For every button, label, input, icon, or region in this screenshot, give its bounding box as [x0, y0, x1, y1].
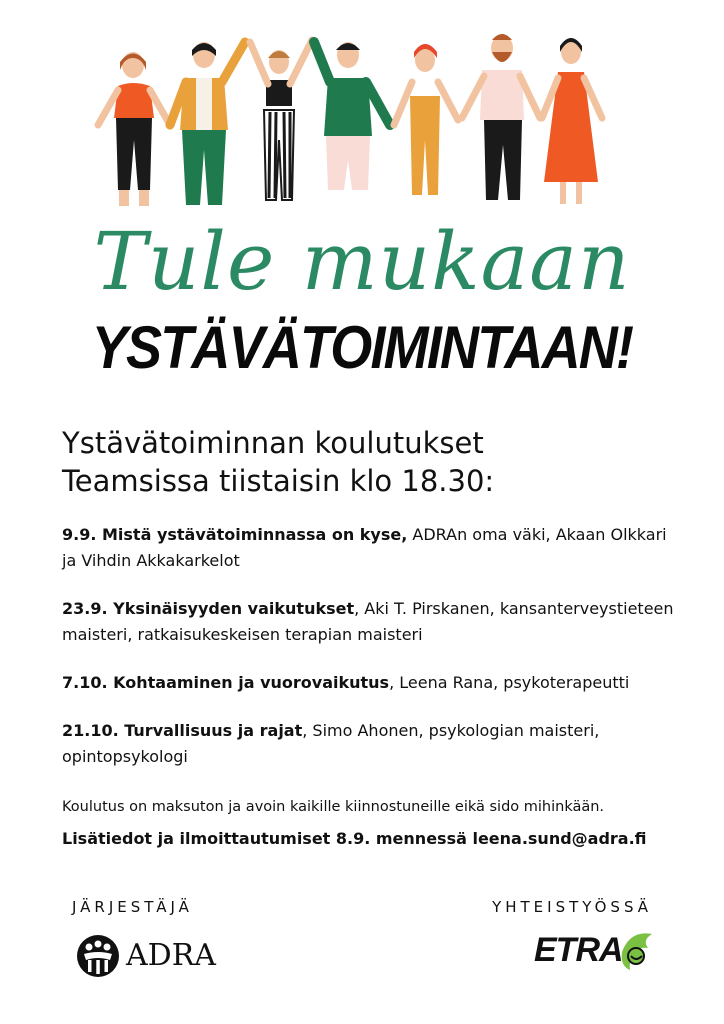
person-1-figure — [98, 52, 170, 206]
etra-logo-text: ETRA — [534, 931, 623, 969]
person-6-figure — [462, 34, 540, 200]
organizer-label: JÄRJESTÄJÄ — [72, 898, 193, 916]
heading-line-1: Ystävätoiminnan koulutukset — [62, 426, 484, 460]
person-2-figure — [170, 42, 245, 205]
person-5-figure — [394, 44, 458, 195]
session-3-details: , Leena Rana, psykoterapeutti — [389, 673, 630, 692]
session-4-title: 21.10. Turvallisuus ja rajat — [62, 721, 303, 740]
session-4 — [62, 718, 682, 770]
session-2-title: 23.9. Yksinäisyyden vaikutukset — [62, 599, 355, 618]
session-3-title: 7.10. Kohtaaminen ja vuorovaikutus — [62, 673, 390, 692]
session-1-details: ADRAn oma väki, Akaan Olkkari ja Vihdin Akkakarkelot — [62, 525, 667, 570]
people-holding-hands-illustration — [0, 0, 724, 220]
session-2 — [62, 596, 682, 648]
session-2-details: , Aki T. Pirskanen, kansanterveystieteen maisteri, ratkaisukeskeisen terapian maisteri — [62, 599, 674, 644]
adra-logo-text: ADRA — [126, 938, 216, 973]
partner-label: YHTEISTYÖSSÄ — [492, 898, 652, 916]
session-3 — [62, 670, 682, 696]
session-4-details: , Simo Ahonen, psykologian maisteri, opintopsykologi — [62, 721, 600, 766]
bold-title: YSTÄVÄTOIMINTAAN! — [91, 314, 633, 381]
person-3-figure — [250, 40, 312, 200]
contact-info: Lisätiedot ja ilmoittautumiset 8.9. mennessä leena.sund@adra.fi — [62, 829, 647, 848]
script-title: Tule mukaan — [93, 215, 631, 308]
heading-line-2: Teamsissa tiistaisin klo 18.30: — [62, 464, 495, 498]
session-1-title: 9.9. Mistä ystävätoiminnassa on kyse, — [62, 525, 408, 544]
person-7-figure — [542, 38, 602, 204]
free-of-charge-note: Koulutus on maksuton ja avoin kaikille kiinnostuneille eikä sido mihinkään. — [62, 799, 605, 815]
person-4-figure — [314, 42, 390, 190]
training-heading — [62, 424, 682, 500]
session-1 — [62, 522, 682, 574]
